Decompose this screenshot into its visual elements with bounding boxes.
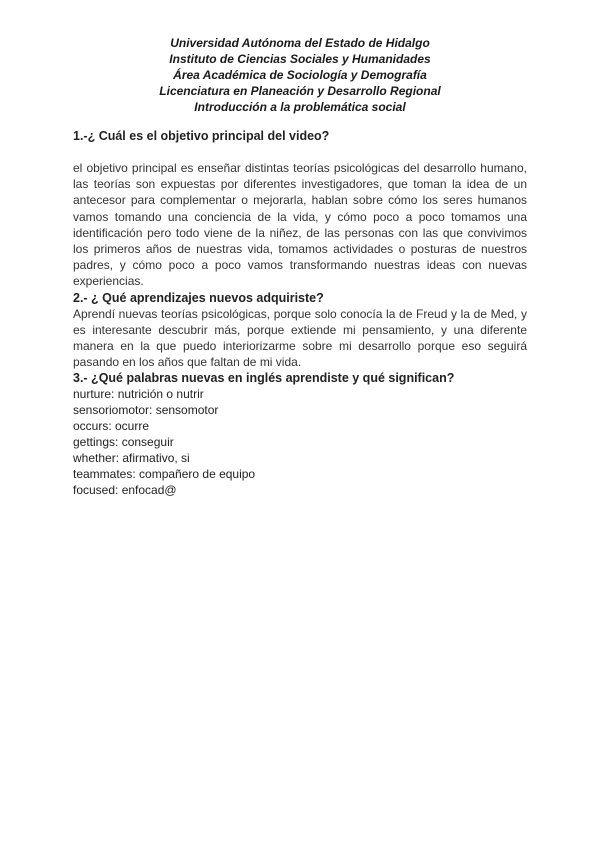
institute-name: Instituto de Ciencias Sociales y Humanidades bbox=[169, 52, 431, 66]
course-name: Introducción a la problemática social bbox=[194, 100, 406, 114]
document-header bbox=[0, 35, 600, 115]
academic-area: Área Académica de Sociología y Demografía bbox=[173, 68, 427, 82]
question-2: 2.- ¿ Qué aprendizajes nuevos adquiriste? bbox=[73, 290, 324, 305]
vocab-item: nurture: nutrición o nutrir bbox=[73, 387, 204, 402]
degree-name: Licenciatura en Planeación y Desarrollo Regional bbox=[159, 84, 441, 98]
vocab-item: occurs: ocurre bbox=[73, 419, 150, 434]
question-3: 3.- ¿Qué palabras nuevas en inglés aprendiste y qué significan? bbox=[73, 371, 455, 386]
answer-2: Aprendí nuevas teorías psicológicas, porque solo conocía la de Freud y la de Med, y es interesante descubrir más, porque extiende mi pensamiento, y una diferente manera en la que puedo interiorizarme sobre mi desarrollo porque eso seguirá pasando en los años que faltan de mi vida. bbox=[73, 306, 527, 370]
question-1: 1.-¿ Cuál es el objetivo principal del video? bbox=[73, 129, 330, 143]
vocabulary-list bbox=[73, 386, 527, 498]
vocab-item: whether: afirmativo, si bbox=[73, 451, 190, 466]
vocab-item: focused: enfocad@ bbox=[73, 483, 177, 498]
answer-1: el objetivo principal es enseñar distintas teorías psicológicas del desarrollo humano, las teorías son expuestas por diferentes investigadores, que toman la idea de un antecesor para complementar o mejorarla, hablan sobre cómo los seres humanos vamos tomando una conciencia de la vida, y cómo poco a poco tomamos una identificación pero todo viene de la niñez, de las personas con las que convivimos los primeros años de nuestras vida, tomamos actividades o posturas de nuestros padres, y cómo poco a poco vamos transformando nuestras ideas con nuevas experiencias. bbox=[73, 161, 527, 289]
vocab-item: gettings: conseguir bbox=[73, 435, 174, 450]
vocab-item: sensoriomotor: sensomotor bbox=[73, 403, 219, 418]
university-name: Universidad Autónoma del Estado de Hidalgo bbox=[170, 36, 430, 50]
vocab-item: teammates: compañero de equipo bbox=[73, 467, 256, 482]
document-body bbox=[73, 128, 527, 498]
